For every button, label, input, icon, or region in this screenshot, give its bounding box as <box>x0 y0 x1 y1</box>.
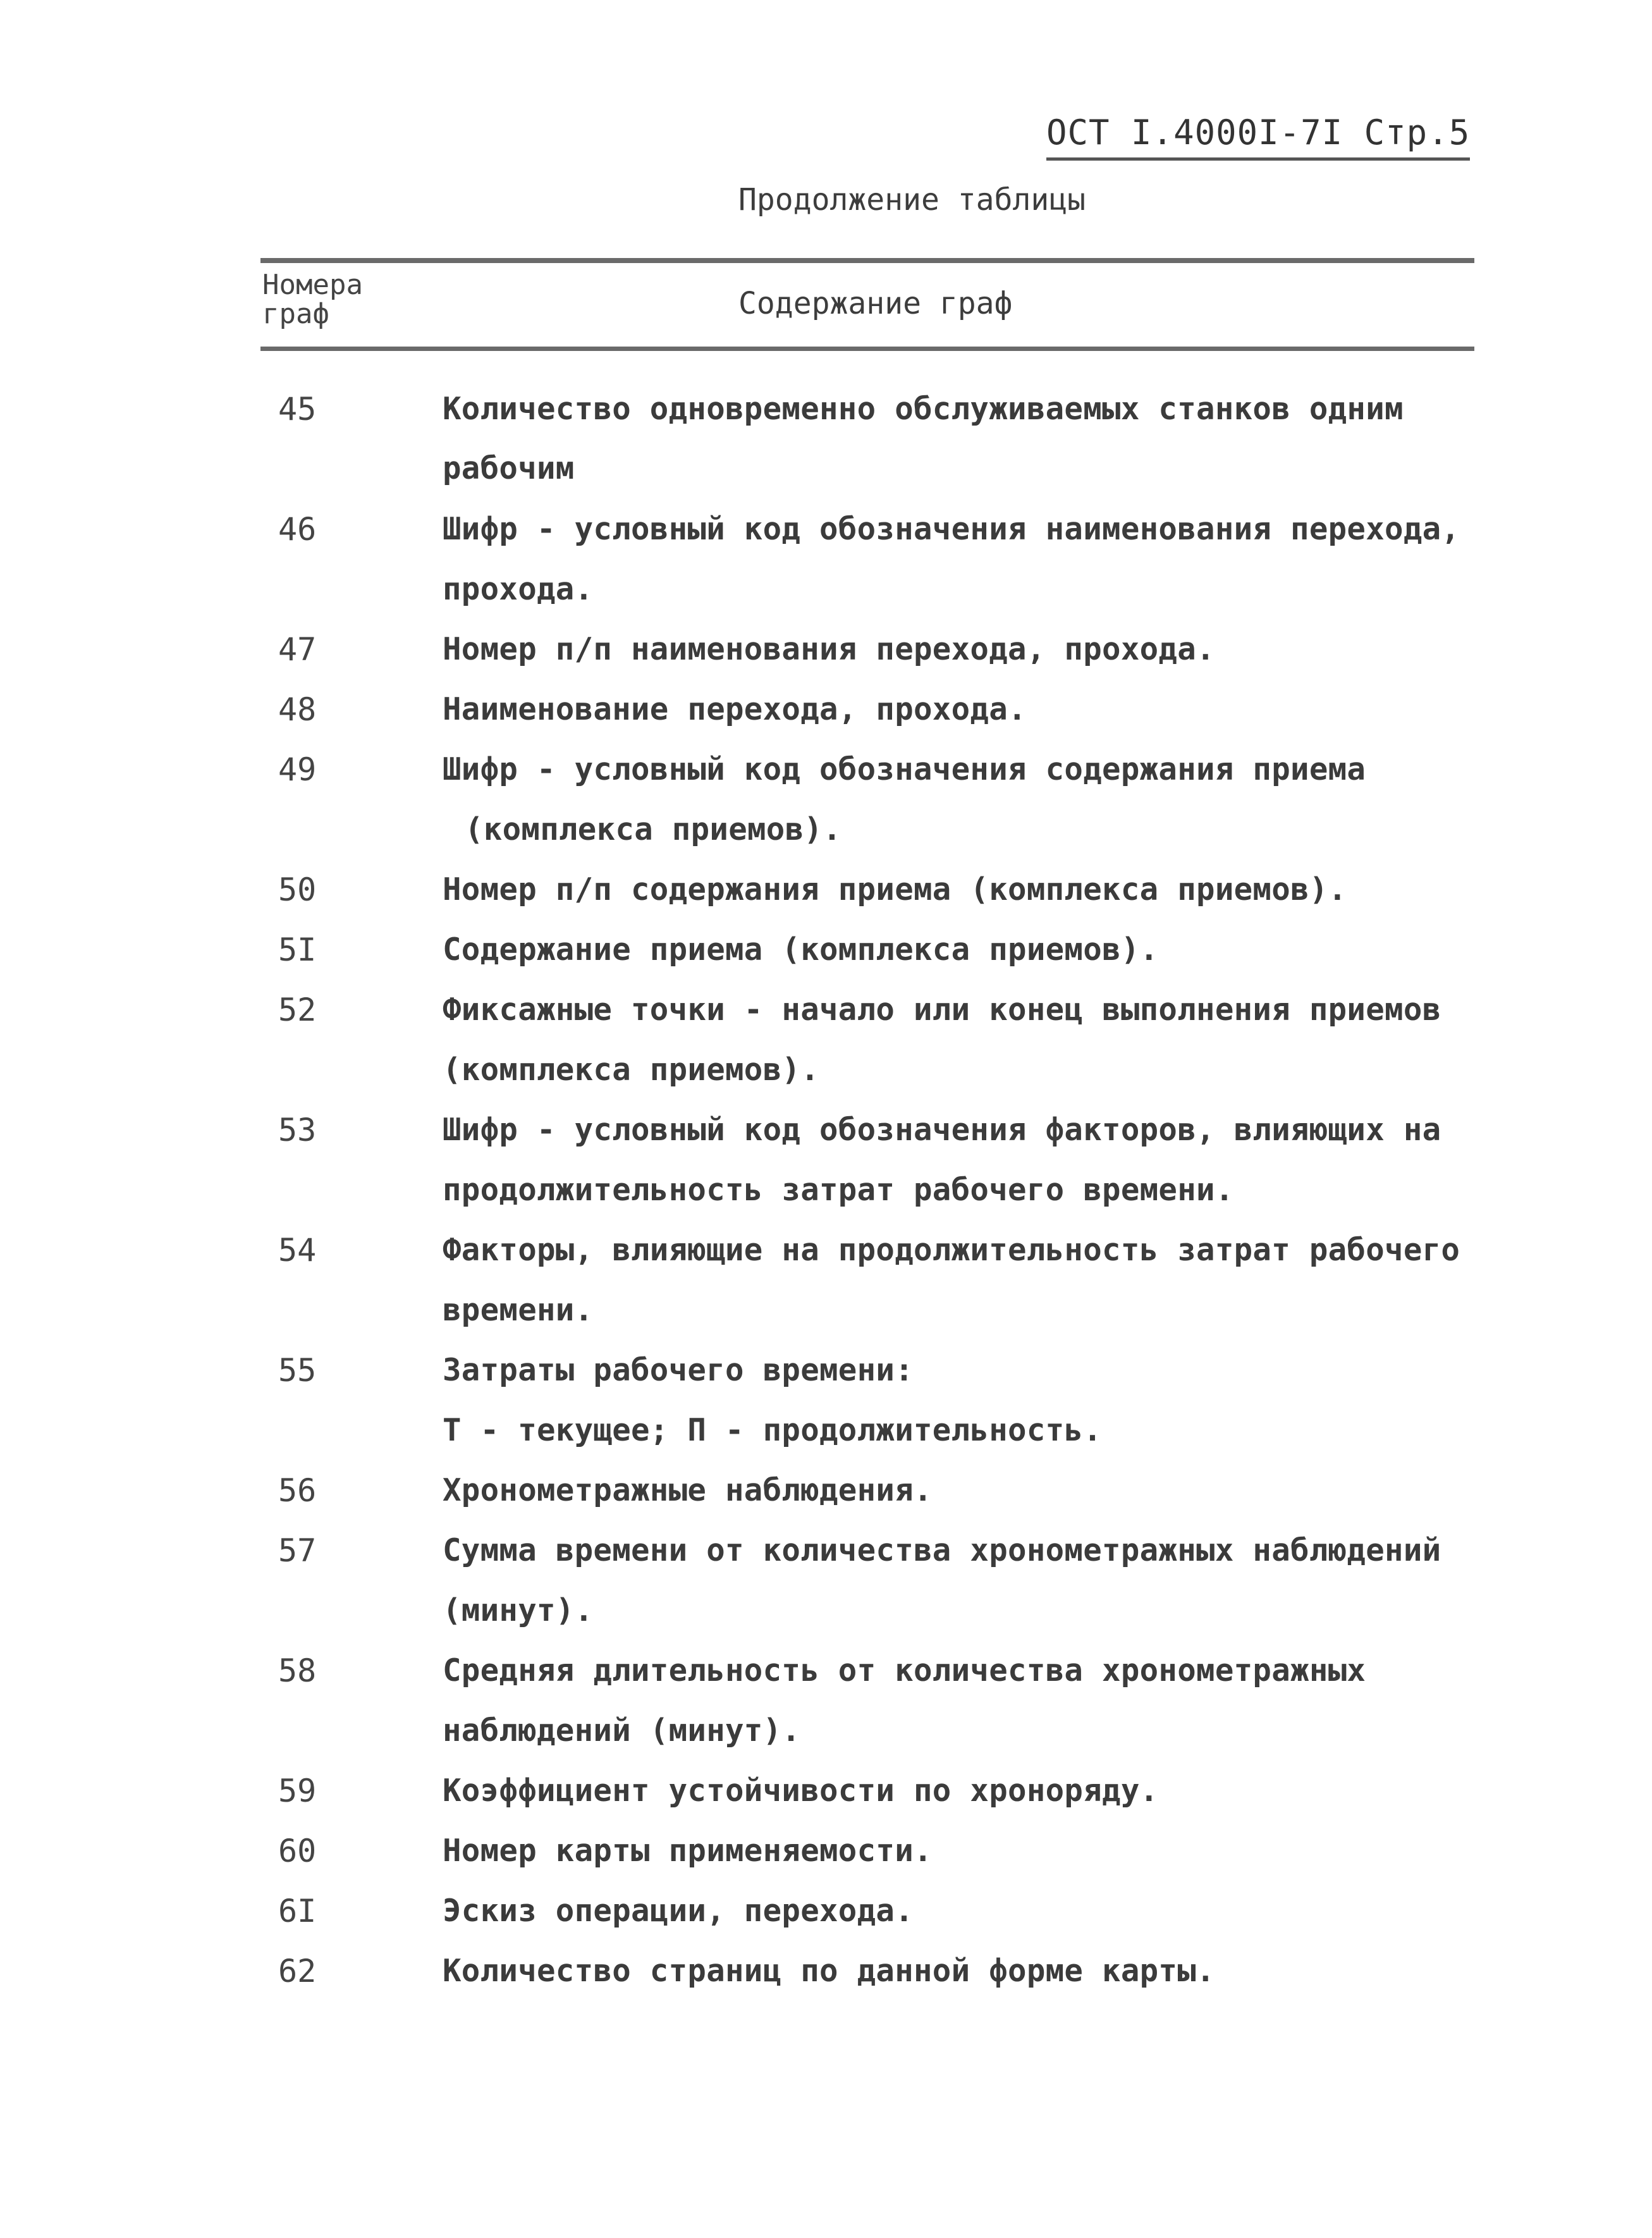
table-continuation-title: Продолжение таблицы <box>738 182 1086 218</box>
row-number: 60 <box>278 1833 317 1869</box>
row-text: Хронометражные наблюдения. <box>443 1472 933 1508</box>
row-text: рабочим <box>443 450 575 486</box>
row-text: Номер п/п наименования перехода, прохода. <box>443 631 1215 667</box>
row-text: Наименование перехода, прохода. <box>443 691 1027 727</box>
row-text: продолжительность затрат рабочего времени. <box>443 1172 1234 1208</box>
row-text: Средняя длительность от количества хронометражных <box>443 1652 1366 1688</box>
row-number: 56 <box>278 1472 317 1509</box>
row-number: 5I <box>278 931 317 968</box>
row-text: (комплекса приемов). <box>443 1052 820 1088</box>
row-text: Факторы, влияющие на продолжительность затрат рабочего <box>443 1232 1460 1268</box>
row-number: 50 <box>278 871 317 908</box>
row-number: 58 <box>278 1652 317 1689</box>
row-number: 53 <box>278 1112 317 1148</box>
row-number: 57 <box>278 1532 317 1569</box>
row-text: Сумма времени от количества хронометражных наблюдений <box>443 1532 1441 1568</box>
row-text: Затраты рабочего времени: <box>443 1352 914 1388</box>
row-text: Коэффициент устойчивости по хроноряду. <box>443 1773 1159 1809</box>
row-text: (комплекса приемов). <box>465 811 842 847</box>
row-number: 6I <box>278 1893 317 1929</box>
row-text: времени. <box>443 1292 594 1328</box>
row-number: 47 <box>278 631 317 668</box>
row-text: Шифр - условный код обозначения факторов, влияющих на <box>443 1112 1441 1148</box>
row-number: 62 <box>278 1953 317 1989</box>
row-number: 45 <box>278 391 317 427</box>
row-text: (минут). <box>443 1592 594 1628</box>
row-text: Фиксажные точки - начало или конец выполнения приемов <box>443 992 1441 1028</box>
row-number: 54 <box>278 1232 317 1269</box>
document-code: ОСТ I.4000I-7I Стр.5 <box>1046 113 1470 161</box>
row-text: Шифр - условный код обозначения содержания приема <box>443 751 1366 787</box>
row-number: 46 <box>278 511 317 548</box>
row-number: 48 <box>278 691 317 728</box>
row-text: Т - текущее; П - продолжительность. <box>443 1412 1103 1448</box>
row-text: Количество одновременно обслуживаемых станков одним <box>443 391 1404 427</box>
row-text: Шифр - условный код обозначения наименования перехода, <box>443 511 1460 547</box>
row-number: 52 <box>278 992 317 1028</box>
row-text: Номер карты применяемости. <box>443 1833 933 1869</box>
column-header-content: Содержание граф <box>738 286 1013 321</box>
row-text: Содержание приема (комплекса приемов). <box>443 931 1159 968</box>
row-text: прохода. <box>443 571 594 607</box>
column-header-number-line2: граф <box>262 298 329 330</box>
row-number: 55 <box>278 1352 317 1389</box>
row-text: Количество страниц по данной форме карты. <box>443 1953 1215 1989</box>
row-text: Эскиз операции, перехода. <box>443 1893 914 1929</box>
row-text: Номер п/п содержания приема (комплекса приемов). <box>443 871 1347 907</box>
row-number: 49 <box>278 751 317 788</box>
row-number: 59 <box>278 1773 317 1809</box>
row-text: наблюдений (минут). <box>443 1712 801 1749</box>
column-header-number-line1: Номера <box>262 269 363 301</box>
